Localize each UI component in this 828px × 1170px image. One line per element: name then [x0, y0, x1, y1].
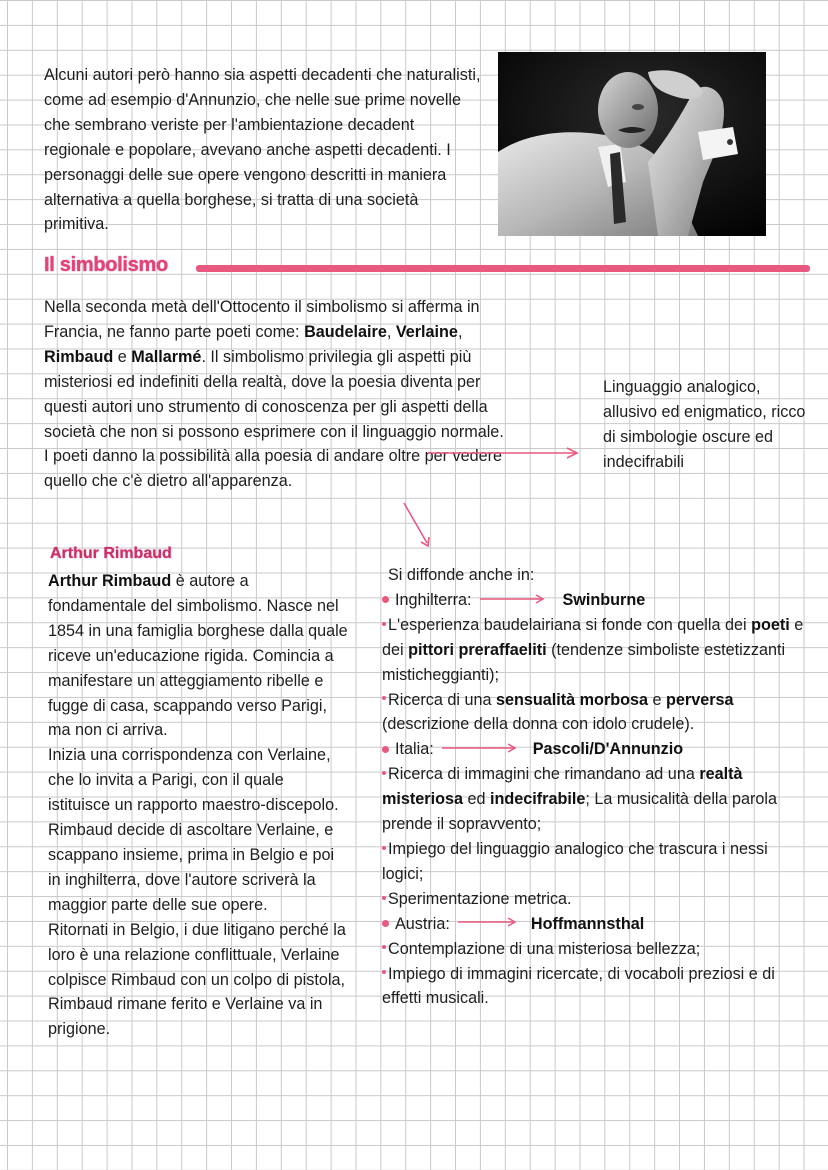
- side-note: Linguaggio analogico, allusivo ed enigmatico, ricco di simbologie oscure ed indecifrabili: [603, 378, 806, 471]
- rimbaud-biography: [48, 569, 348, 1042]
- bullet-dot-icon: [382, 596, 389, 603]
- bullet-dot-icon: [382, 746, 389, 753]
- bio-text: Rimbaud decide di ascoltare Verlaine, e scappano insieme, prima in Belgio e poi in inghilterra, dove l'autore scriverà la maggior parte delle sue opere.: [48, 821, 335, 914]
- bio-text: Inizia una corrispondenza con Verlaine, che lo invita a Parigi, con il quale istituisce un rapporto maestro-discepolo.: [48, 746, 339, 815]
- country-author: Pascoli/D'Annunzio: [532, 740, 684, 759]
- item-text: Ricerca di una: [388, 690, 496, 709]
- list-item: [382, 688, 812, 738]
- section-title: Il simbolismo: [44, 254, 168, 276]
- country-label: Inghilterra:: [395, 590, 472, 609]
- bio-text: Ritornati in Belgio, i due litigano perché la loro è una relazione conflittuale, Verlaine colpisce Rimbaud con un colpo di pistola, Rimbaud rimane ferito e Verlaine va in prigione.: [48, 920, 346, 1039]
- intro-paragraph: Alcuni autori però hanno sia aspetti decadenti che naturalisti, come ad esempio d'Annunzio, che nelle sue prime novelle che sembrano veriste per l'ambientazione decadent regionale e popolare, avevano anche aspetti decadenti. I personaggi delle sue opere vengono descritti in maniera alternativa a quella borghese, si tratta di una società primitiva.: [44, 66, 481, 234]
- poet-name: Baudelaire: [304, 322, 387, 341]
- list-item: [382, 762, 812, 837]
- item-text: Ricerca di immagini che rimandano ad una: [388, 765, 700, 784]
- country-row-italy: [382, 737, 812, 762]
- item-bold: sensualità morbosa: [495, 690, 649, 709]
- country-label: Italia:: [395, 740, 434, 759]
- item-bold: pittori preraffaeliti: [408, 640, 547, 659]
- para-text: Nella seconda metà dell'Ottocento il simbolismo si afferma in Francia, ne fanno parte poeti come:: [44, 298, 480, 341]
- item-bold: poeti: [751, 615, 790, 634]
- item-text: Contemplazione di una misteriosa bellezza;: [388, 939, 701, 958]
- item-text: Impiego di immagini ricercate, di vocaboli preziosi e di effetti musicali.: [382, 964, 775, 1008]
- para-text: e: [113, 347, 132, 366]
- item-text: ; La musicalità della parola prende il sopravvento;: [382, 790, 778, 834]
- arrow-down-icon: [404, 503, 427, 543]
- bullet-dot-icon: [382, 622, 386, 626]
- poet-name: Rimbaud: [44, 347, 114, 366]
- item-bold: perversa: [666, 690, 734, 709]
- country-author: Swinburne: [562, 590, 646, 609]
- poet-name: Verlaine: [395, 322, 458, 341]
- para-text: ,: [457, 322, 463, 341]
- rimbaud-title: Arthur Rimbaud: [50, 545, 172, 562]
- arrow-right-icon: [454, 917, 520, 927]
- rimbaud-name: Arthur Rimbaud: [48, 572, 172, 590]
- item-bold: realtà misteriosa: [382, 765, 743, 809]
- bio-text: è autore a fondamentale del simbolismo. Nasce nel 1854 in una famiglia borghese dalla quale riceve un'educazione rigida. Comincia a manifestare un atteggiamento ribelle e fugge di casa, scappando verso Parigi, ma non ci arriva.: [48, 572, 348, 740]
- bullet-dot-icon: [382, 696, 386, 700]
- bullet-dot-icon: [382, 970, 386, 974]
- para-text: . Il simbolismo privilegia gli aspetti più misteriosi ed indefiniti della realtà, dove la poesia diventa per questi autori uno strumento di conoscenza per gli aspetti della società che non si possono esprimere con il linguaggio normale.: [44, 347, 504, 441]
- diffusion-section: [382, 563, 812, 1011]
- list-item: [382, 937, 812, 962]
- list-item: [382, 887, 812, 912]
- item-text: L'esperienza baudelairiana si fonde con quella dei: [388, 615, 752, 634]
- bullet-dot-icon: [382, 846, 386, 850]
- bullet-dot-icon: [382, 896, 386, 900]
- bullet-dot-icon: [382, 771, 386, 775]
- item-text: e dei: [382, 615, 804, 659]
- country-label: Austria:: [395, 914, 450, 933]
- diffusion-intro: Si diffonde anche in:: [388, 566, 535, 584]
- para-text: ,: [386, 322, 396, 341]
- item-text: e: [648, 690, 667, 709]
- item-text: (tendenze simboliste estetizzanti misticheggianti);: [382, 640, 786, 684]
- item-text: ed: [462, 790, 490, 809]
- item-text: Sperimentazione metrica.: [388, 889, 572, 908]
- list-item: [382, 837, 812, 887]
- item-text: Impiego del linguaggio analogico che trascura i nessi logici;: [382, 839, 768, 883]
- country-author: Hoffmannsthal: [530, 914, 645, 933]
- country-row-england: [382, 588, 812, 613]
- arrow-right-icon: [438, 743, 520, 753]
- bullet-dot-icon: [382, 945, 386, 949]
- country-row-austria: [382, 912, 812, 937]
- list-item: [382, 613, 812, 688]
- item-bold: indecifrabile: [490, 790, 586, 809]
- item-text: (descrizione della donna con idolo crudele).: [382, 715, 695, 734]
- arrow-right-icon: [476, 594, 548, 604]
- poet-name: Mallarmé: [131, 347, 202, 366]
- list-item: [382, 962, 812, 1012]
- bullet-dot-icon: [382, 920, 389, 927]
- para-text: I poeti danno la possibilità alla poesia di andare oltre per vedere quello che c'è dietro all'apparenza.: [44, 447, 503, 491]
